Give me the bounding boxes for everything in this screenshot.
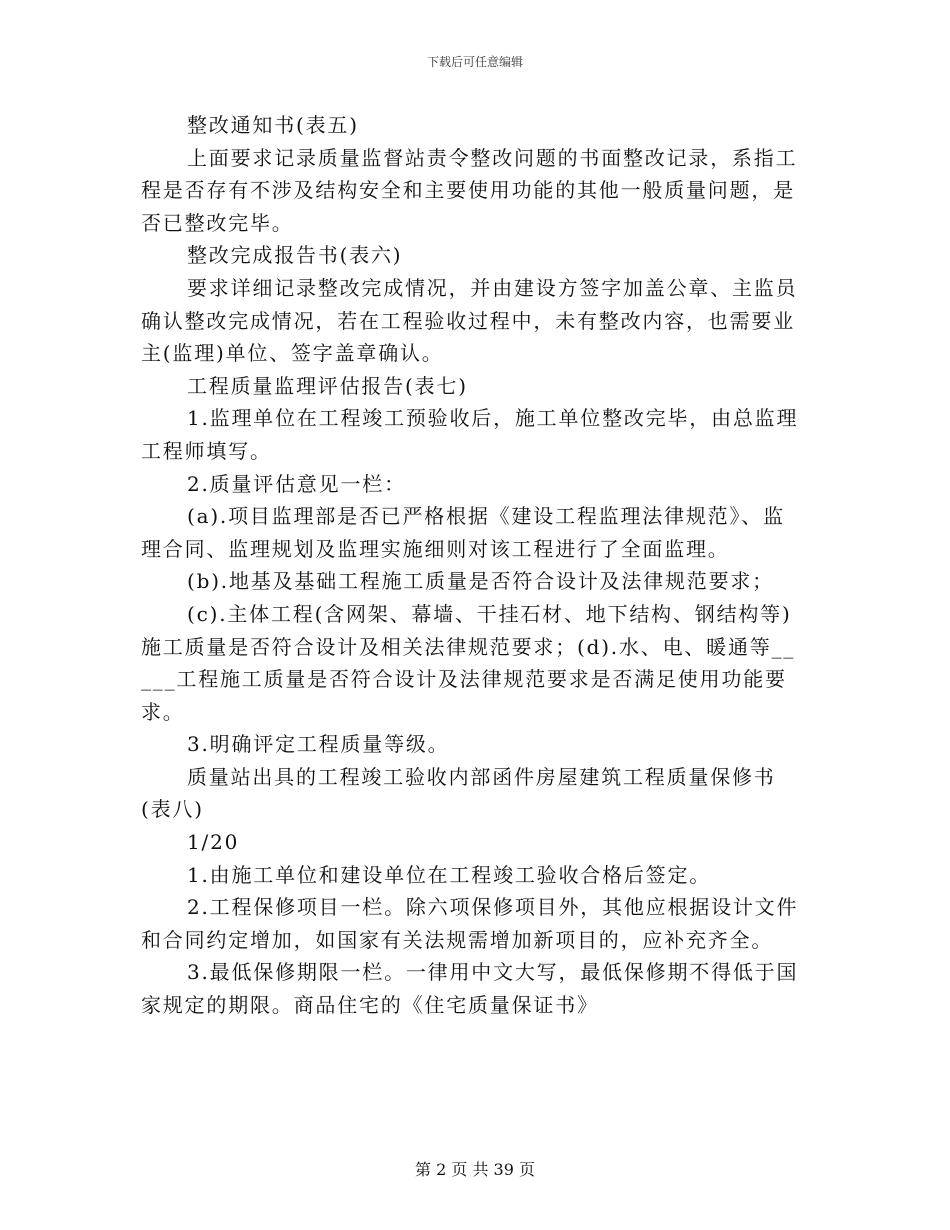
section-title-warranty: 质量站出具的工程竣工验收内部函件房屋建筑工程质量保修书(表八) bbox=[141, 764, 776, 822]
inline-page-marker: 1/20 bbox=[187, 830, 240, 855]
paragraph: 要求详细记录整改完成情况，并由建设方签字加盖公章、主监员确认整改完成情况，若在工程验收过程中，未有整改内容，也需要业主(监理)单位、签字盖章确认。 bbox=[141, 275, 798, 366]
list-item: 3.明确评定工程质量等级。 bbox=[187, 732, 450, 757]
paragraph: 上面要求记录质量监督站责令整改问题的书面整改记录，系指工程是否存有不涉及结构安全和主要使用功能的其他一般质量问题，是否已整改完毕。 bbox=[141, 145, 798, 235]
section-title-rectification-notice: 整改通知书(表五) bbox=[187, 113, 359, 137]
document-body bbox=[141, 109, 805, 1022]
page-header-note: 下载后可任意编辑 bbox=[426, 55, 523, 69]
list-item: 1.监理单位在工程竣工预验收后，施工单位整改完毕，由总监理工程师填写。 bbox=[141, 406, 799, 463]
sub-list-item: (c).主体工程(含网架、幕墙、干挂石材、地下结构、钢结构等)施工质量是否符合设计及相关法律规范要求；(d).水、电、暖通等_____工程施工质量是否符合设计及法律规范要求是否满足使用功能要求。 bbox=[141, 601, 796, 724]
sub-list-item: (b).地基及基础工程施工质量是否符合设计及法律规范要求； bbox=[187, 569, 774, 594]
list-item: 1.由施工单位和建设单位在工程竣工验收合格后签定。 bbox=[187, 862, 712, 887]
list-item: 3.最低保修期限一栏。一律用中文大写，最低保修期不得低于国家规定的期限。商品住宅的《住宅质量保证书》 bbox=[141, 960, 799, 1018]
list-item: 2.质量评估意见一栏： bbox=[187, 471, 406, 496]
page-footer-number: 第 2 页 共 39 页 bbox=[415, 1160, 535, 1179]
section-title-completion-report: 整改完成报告书(表六) bbox=[187, 243, 403, 268]
list-item: 2.工程保修项目一栏。除六项保修项目外，其他应根据设计文件和合同约定增加，如国家有关法规需增加新项目的，应补充齐全。 bbox=[141, 895, 799, 952]
section-title-supervision-report: 工程质量监理评估报告(表七) bbox=[187, 373, 468, 398]
sub-list-item: (a).项目监理部是否已严格根据《建设工程监理法律规范》、监理合同、监理规划及监理实施细则对该工程进行了全面监理。 bbox=[141, 504, 785, 561]
